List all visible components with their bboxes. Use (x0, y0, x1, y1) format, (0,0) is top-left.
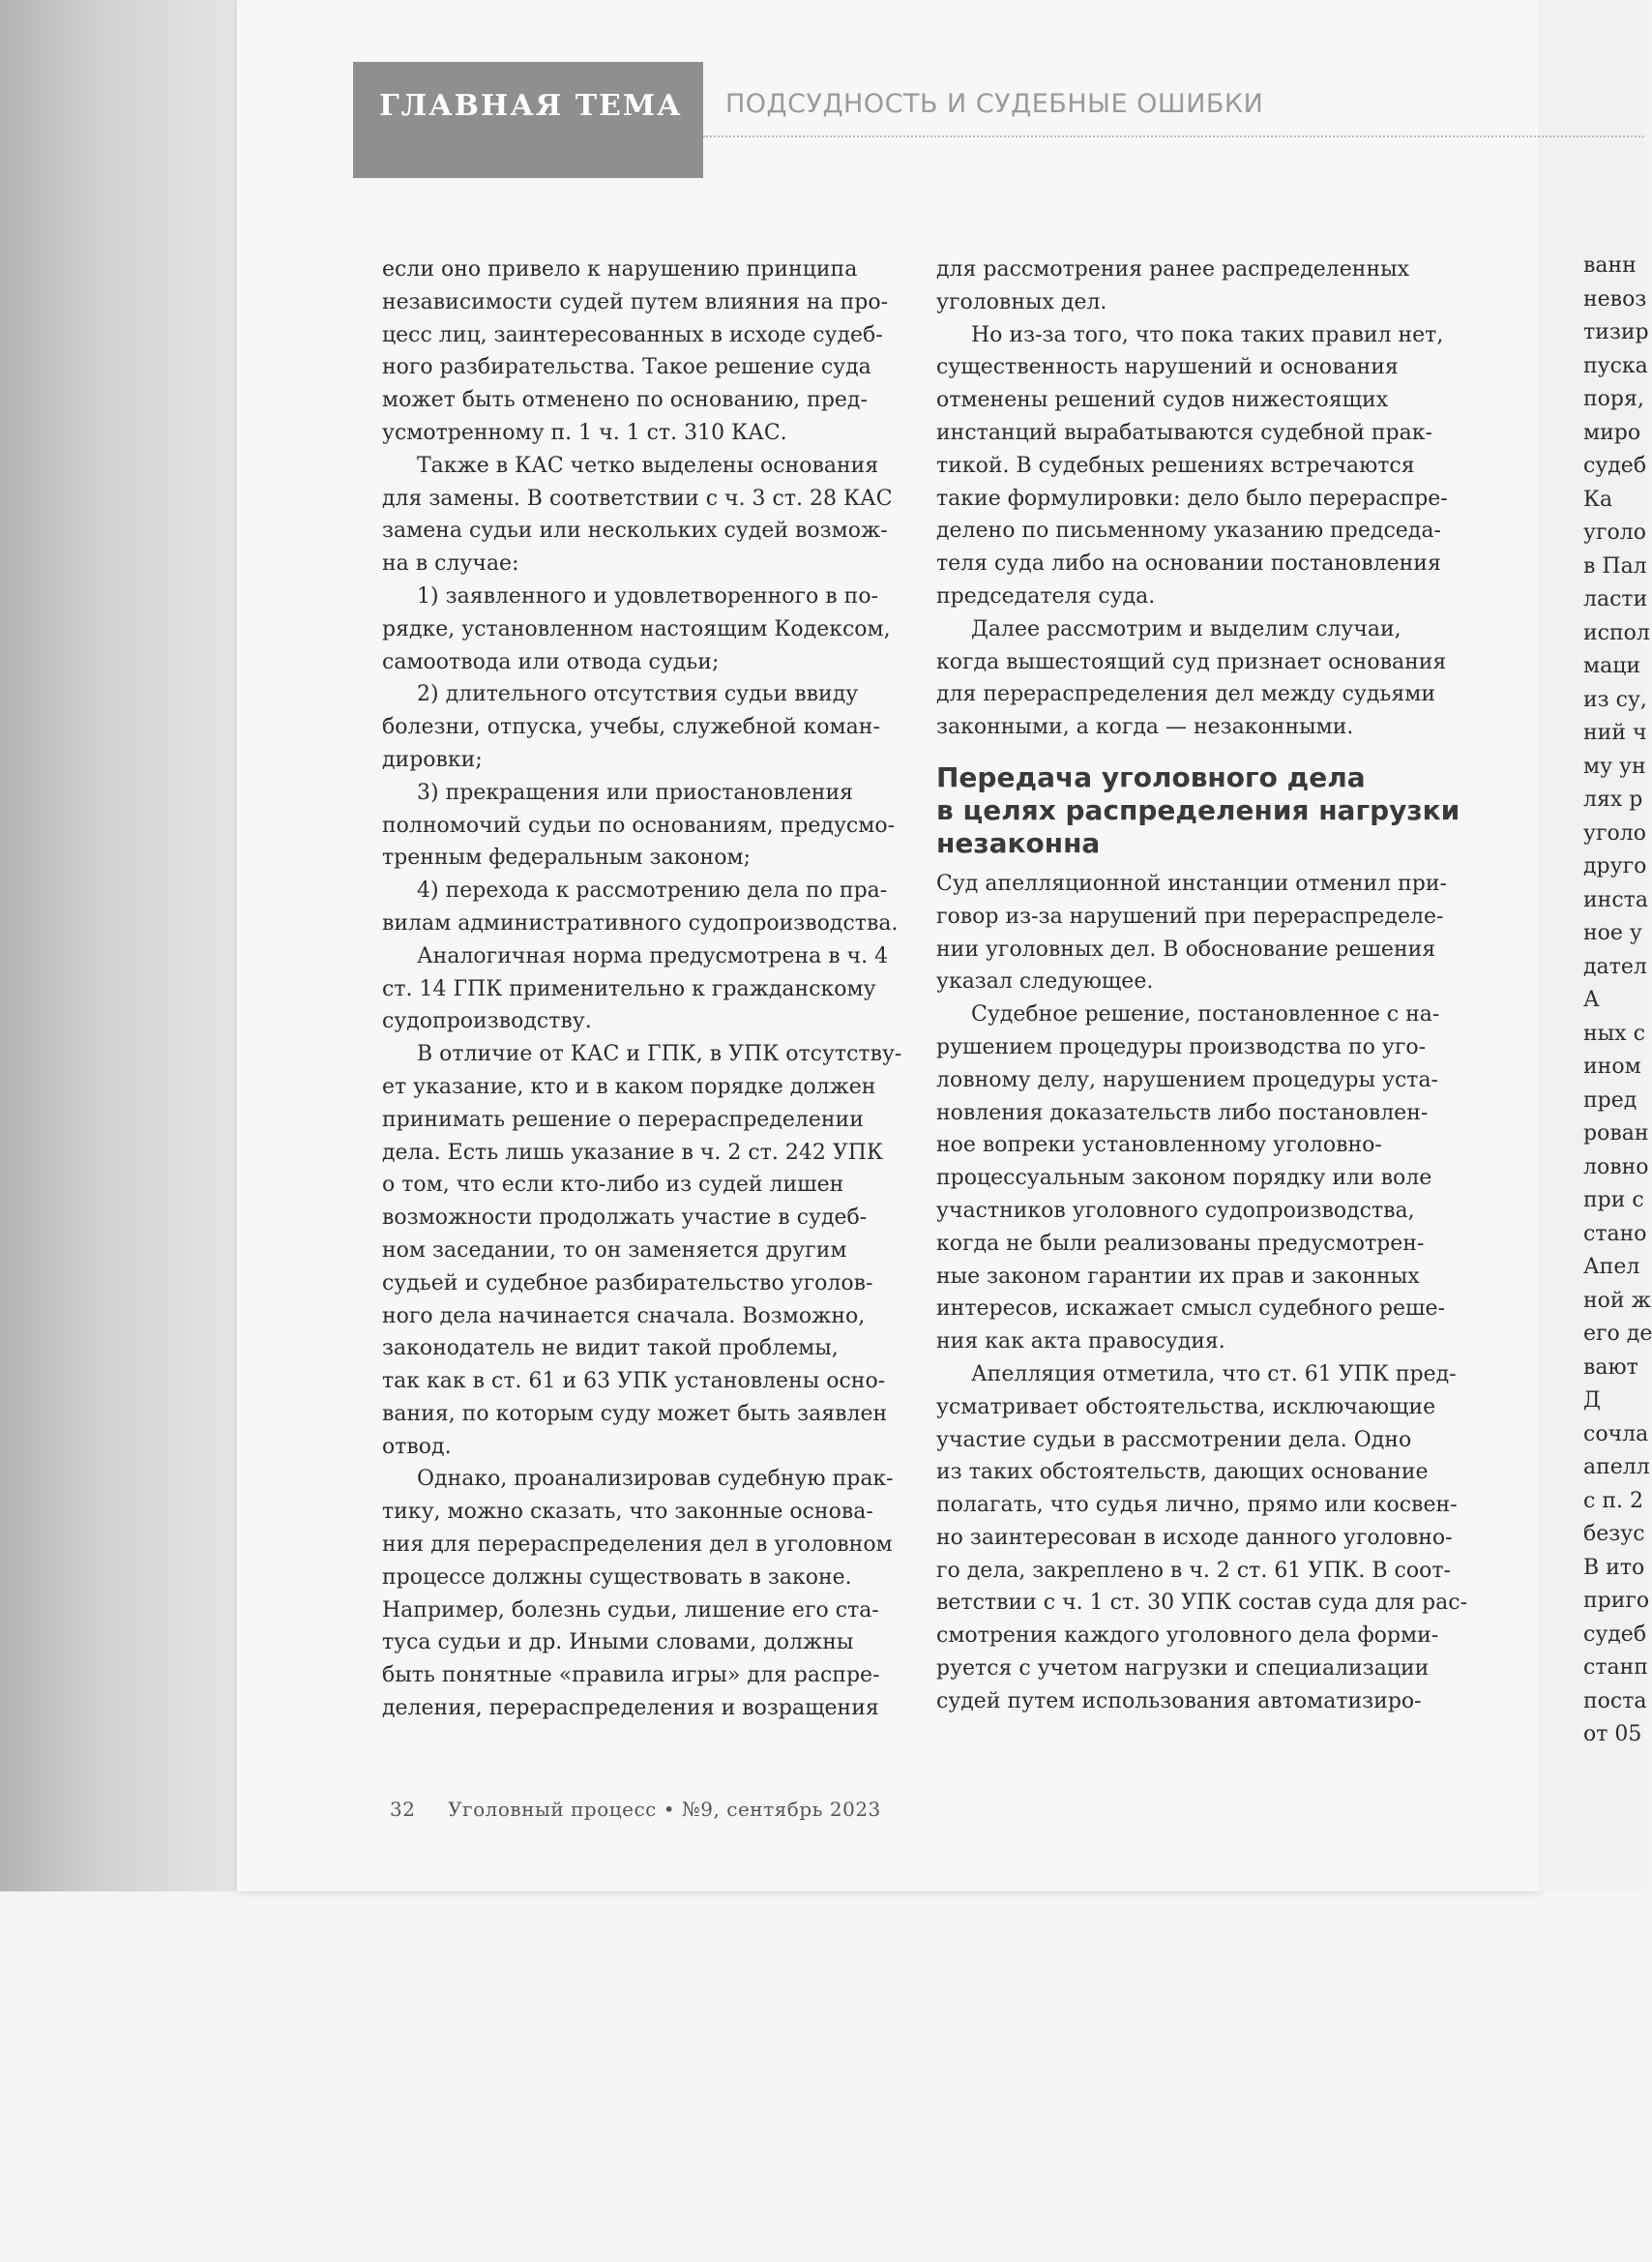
text-line: возможности продолжать участие в судеб- (382, 1205, 868, 1231)
text-line: ного дела начинается сначала. Возможно, (382, 1303, 866, 1328)
text-line: ном заседании, то он заменяется другим (382, 1237, 847, 1263)
text-line: Судебное решение, постановленное с на- (971, 1002, 1440, 1027)
text-line: Апелляция отметила, что ст. 61 УПК пред- (971, 1361, 1457, 1386)
next-page-line: безус (1583, 1522, 1645, 1546)
next-page-line: пуска (1583, 353, 1648, 378)
text-line: руется с учетом нагрузки и специализации (936, 1656, 1430, 1682)
text-line: председателя суда. (936, 583, 1156, 609)
next-page-line: от 05 (1583, 1722, 1642, 1746)
text-line: процессе должны существовать в законе. (382, 1564, 852, 1590)
next-page-line: маци (1583, 654, 1641, 678)
text-line: о том, что если кто-либо из судей лишен (382, 1173, 844, 1198)
next-page-line: судеб (1583, 454, 1647, 478)
text-line: уголовных дел. (936, 289, 1107, 314)
text-line: для замены. В соответствии с ч. 3 ст. 28 КАС (382, 486, 893, 511)
text-line: принимать решение о перераспределении (382, 1107, 864, 1132)
text-line: может быть отменено по основанию, пред- (382, 388, 868, 413)
text-line: вилам административного судопроизводства. (382, 910, 899, 936)
next-page-line: пред (1583, 1087, 1637, 1113)
text-line: самоотвода или отвода судьи; (382, 649, 720, 674)
text-line: ния как акта правосудия. (936, 1329, 1225, 1354)
section-label: ГЛАВНАЯ ТЕМА (379, 89, 683, 123)
next-page-line: с п. 2 (1583, 1488, 1643, 1513)
text-line: независимости судей путем влияния на про- (382, 289, 889, 314)
text-line: теля суда либо на основании постановления (936, 551, 1441, 577)
subheading (936, 761, 1463, 860)
next-page-line: лях р (1583, 788, 1643, 812)
left-column (382, 253, 909, 1725)
next-page-line: Апел (1583, 1255, 1640, 1279)
next-page-line: из су, (1583, 687, 1647, 712)
text-line: для перераспределения дел между судьями (936, 682, 1436, 707)
next-page-line: испол (1583, 620, 1650, 645)
next-page-line: А (1583, 988, 1600, 1012)
text-line: рядке, установленном настоящим Кодексом, (382, 616, 891, 641)
text-line: для рассмотрения ранее распределенных (936, 257, 1410, 282)
page-footer (390, 1798, 881, 1821)
page-number: 32 (390, 1798, 416, 1821)
text-line: 4) перехода к рассмотрению дела по пра- (417, 878, 888, 904)
section-topic: ПОДСУДНОСТЬ И СУДЕБНЫЕ ОШИБКИ (725, 89, 1264, 119)
text-line: полномочий судьи по основаниям, предусмо- (382, 813, 896, 838)
text-line: но заинтересован в исходе данного уголовно- (936, 1525, 1453, 1550)
next-page-line: му ун (1583, 754, 1646, 779)
text-line: Но из-за того, что пока таких правил нет, (971, 322, 1444, 347)
next-page-line: ином (1583, 1055, 1641, 1079)
text-line: когда вышестоящий суд признает основания (936, 649, 1447, 674)
text-line: 2) длительного отсутствия судьи ввиду (417, 682, 859, 707)
text-line: замена судьи или нескольких судей возмож- (382, 519, 888, 544)
text-line: процессуальным законом порядку или воле (936, 1166, 1432, 1191)
text-line: дела. Есть лишь указание в ч. 2 ст. 242 УПК (382, 1140, 883, 1165)
next-page-line: вают (1583, 1354, 1638, 1380)
text-line: судей путем использования автоматизиро- (936, 1688, 1422, 1713)
text-line: Аналогичная норма предусмотрена в ч. 4 (417, 943, 889, 968)
text-line: смотрения каждого уголовного дела форми- (936, 1623, 1439, 1649)
text-line: тику, можно сказать, что законные основа- (382, 1500, 873, 1525)
right-column (936, 253, 1468, 1718)
next-page-line: поста (1583, 1688, 1647, 1713)
text-line: судьей и судебное разбирательство уголов- (382, 1270, 873, 1295)
next-page-line: ловно (1583, 1154, 1649, 1179)
scan-background-left (0, 0, 242, 1896)
header-divider (703, 135, 1644, 137)
text-line: тренным федеральным законом; (382, 846, 751, 871)
text-line: Суд апелляционной инстанции отменил при- (936, 871, 1447, 896)
next-page-line: поря, (1583, 387, 1644, 411)
text-line: ные законом гарантии их прав и законных (936, 1264, 1420, 1289)
text-line: ловному делу, нарушением процедуры уста- (936, 1067, 1438, 1092)
next-page-line: друго (1583, 854, 1647, 878)
text-line: интересов, искажает смысл судебного реше- (936, 1296, 1445, 1322)
next-page-line: невоз (1583, 286, 1647, 312)
next-page-line: ных с (1583, 1021, 1645, 1046)
next-page-line: Ка (1583, 487, 1613, 512)
text-line: отменены решений судов нижестоящих (936, 388, 1389, 413)
next-page-line: приго (1583, 1589, 1650, 1613)
next-page-line: судеб (1583, 1622, 1647, 1647)
text-line: делено по письменному указанию председа- (936, 519, 1441, 544)
text-line: Однако, проанализировав судебную прак- (417, 1467, 894, 1492)
text-line: ветствии с ч. 1 ст. 30 УПК состав суда для рас- (936, 1591, 1468, 1616)
next-page-line: уголо (1583, 820, 1646, 846)
text-line: ния для перераспределения дел в уголовном (382, 1533, 893, 1558)
text-line: дировки; (382, 747, 483, 772)
next-page-line: тизир (1583, 320, 1649, 344)
text-line: нии уголовных дел. В обоснование решения (936, 937, 1436, 962)
next-page-line: стано (1583, 1221, 1647, 1246)
text-line: новления доказательств либо постановлен- (936, 1100, 1429, 1125)
next-page-line: в Пал (1583, 553, 1647, 579)
next-page-line: сочла (1583, 1421, 1649, 1446)
text-line: участников уголовного судопроизводства, (936, 1198, 1415, 1223)
text-line: быть понятные «правила игры» для распре- (382, 1663, 880, 1688)
text-line: 1) заявленного и удовлетворенного в по- (417, 583, 879, 609)
next-page-line: миро (1583, 420, 1641, 445)
text-line: судопроизводству. (382, 1009, 592, 1034)
next-page-line: Д (1583, 1388, 1601, 1413)
subheading-line: в целях распределения нагрузки (936, 793, 1460, 826)
text-line: го дела, закреплено в ч. 2 ст. 61 УПК. В соот- (936, 1558, 1451, 1583)
next-page-line: апелл (1583, 1455, 1650, 1479)
text-line: рушением процедуры производства по уго- (936, 1034, 1427, 1059)
subheading-line: Передача уголовного дела (936, 760, 1366, 793)
next-page-line: ласти (1583, 587, 1648, 611)
text-line: усматривает обстоятельства, исключающие (936, 1394, 1436, 1419)
scan-background-bottom (0, 1891, 1644, 2262)
text-line: инстанций вырабатываются судебной прак- (936, 420, 1432, 445)
text-line: полагать, что судья лично, прямо или косвен- (936, 1493, 1458, 1518)
text-line: говор из-за нарушений при перераспределе- (936, 904, 1444, 929)
text-line: ного разбирательства. Такое решение суда (382, 355, 871, 380)
text-line: вания, по которым суду может быть заявлен (382, 1401, 888, 1426)
next-page-line: ное у (1583, 921, 1642, 945)
text-line: из таких обстоятельств, дающих основание (936, 1460, 1429, 1485)
text-line: ет указание, кто и в каком порядке должен (382, 1074, 876, 1099)
text-line: если оно привело к нарушению принципа (382, 257, 858, 282)
text-line: Далее рассмотрим и выделим случаи, (971, 616, 1401, 641)
text-line: усмотренному п. 1 ч. 1 ст. 310 КАС. (382, 420, 787, 445)
text-line: ное вопреки установленному уголовно- (936, 1133, 1382, 1158)
text-line: Также в КАС четко выделены основания (417, 453, 879, 478)
text-line: ст. 14 ГПК применительно к гражданскому (382, 976, 876, 1001)
text-line: цесс лиц, заинтересованных в исходе судеб- (382, 322, 883, 347)
text-line: существенность нарушений и основания (936, 355, 1399, 380)
text-line: 3) прекращения или приостановления (417, 780, 854, 805)
next-page-line: инста (1583, 887, 1648, 912)
text-line: Например, болезнь судьи, лишение его ста- (382, 1597, 879, 1622)
text-line: деления, перераспределения и возращения (382, 1696, 879, 1721)
right-column-bottom (936, 868, 1468, 1718)
text-line: когда не были реализованы предусмотрен- (936, 1231, 1425, 1256)
text-line: законными, а когда — незаконными. (936, 715, 1354, 740)
next-page-line: дател (1583, 954, 1647, 979)
next-page-line: ной ж (1583, 1288, 1651, 1313)
text-line: указал следующее. (936, 969, 1154, 995)
text-line: туса судьи и др. Иными словами, должны (382, 1630, 854, 1655)
text-line: отвод. (382, 1434, 452, 1459)
next-page-line: ний ч (1583, 721, 1647, 745)
next-page-line: его де (1583, 1322, 1652, 1346)
next-page-line: ванн (1583, 253, 1637, 278)
text-line: участие судьи в рассмотрении дела. Одно (936, 1427, 1412, 1452)
next-page-line: рован (1583, 1121, 1649, 1146)
right-column-top (936, 253, 1463, 744)
publication-info: Уголовный процесс • №9, сентябрь 2023 (448, 1798, 881, 1821)
text-line: законодатель не видит такой проблемы, (382, 1336, 839, 1361)
text-line: на в случае: (382, 551, 519, 577)
text-line: болезни, отпуска, учебы, служебной коман- (382, 715, 880, 740)
text-line: так как в ст. 61 и 63 УПК установлены осно- (382, 1369, 886, 1394)
subheading-line: незаконна (936, 826, 1101, 859)
next-page-line: при с (1583, 1188, 1644, 1212)
next-page-line: уголо (1583, 521, 1646, 545)
next-page-line: станп (1583, 1655, 1648, 1680)
text-line: тикой. В судебных решениях встречаются (936, 453, 1415, 478)
text-line: такие формулировки: дело было перераспре- (936, 486, 1448, 511)
next-page-line: В ито (1583, 1555, 1645, 1580)
text-line: В отличие от КАС и ГПК, в УПК отсутству- (417, 1042, 902, 1067)
